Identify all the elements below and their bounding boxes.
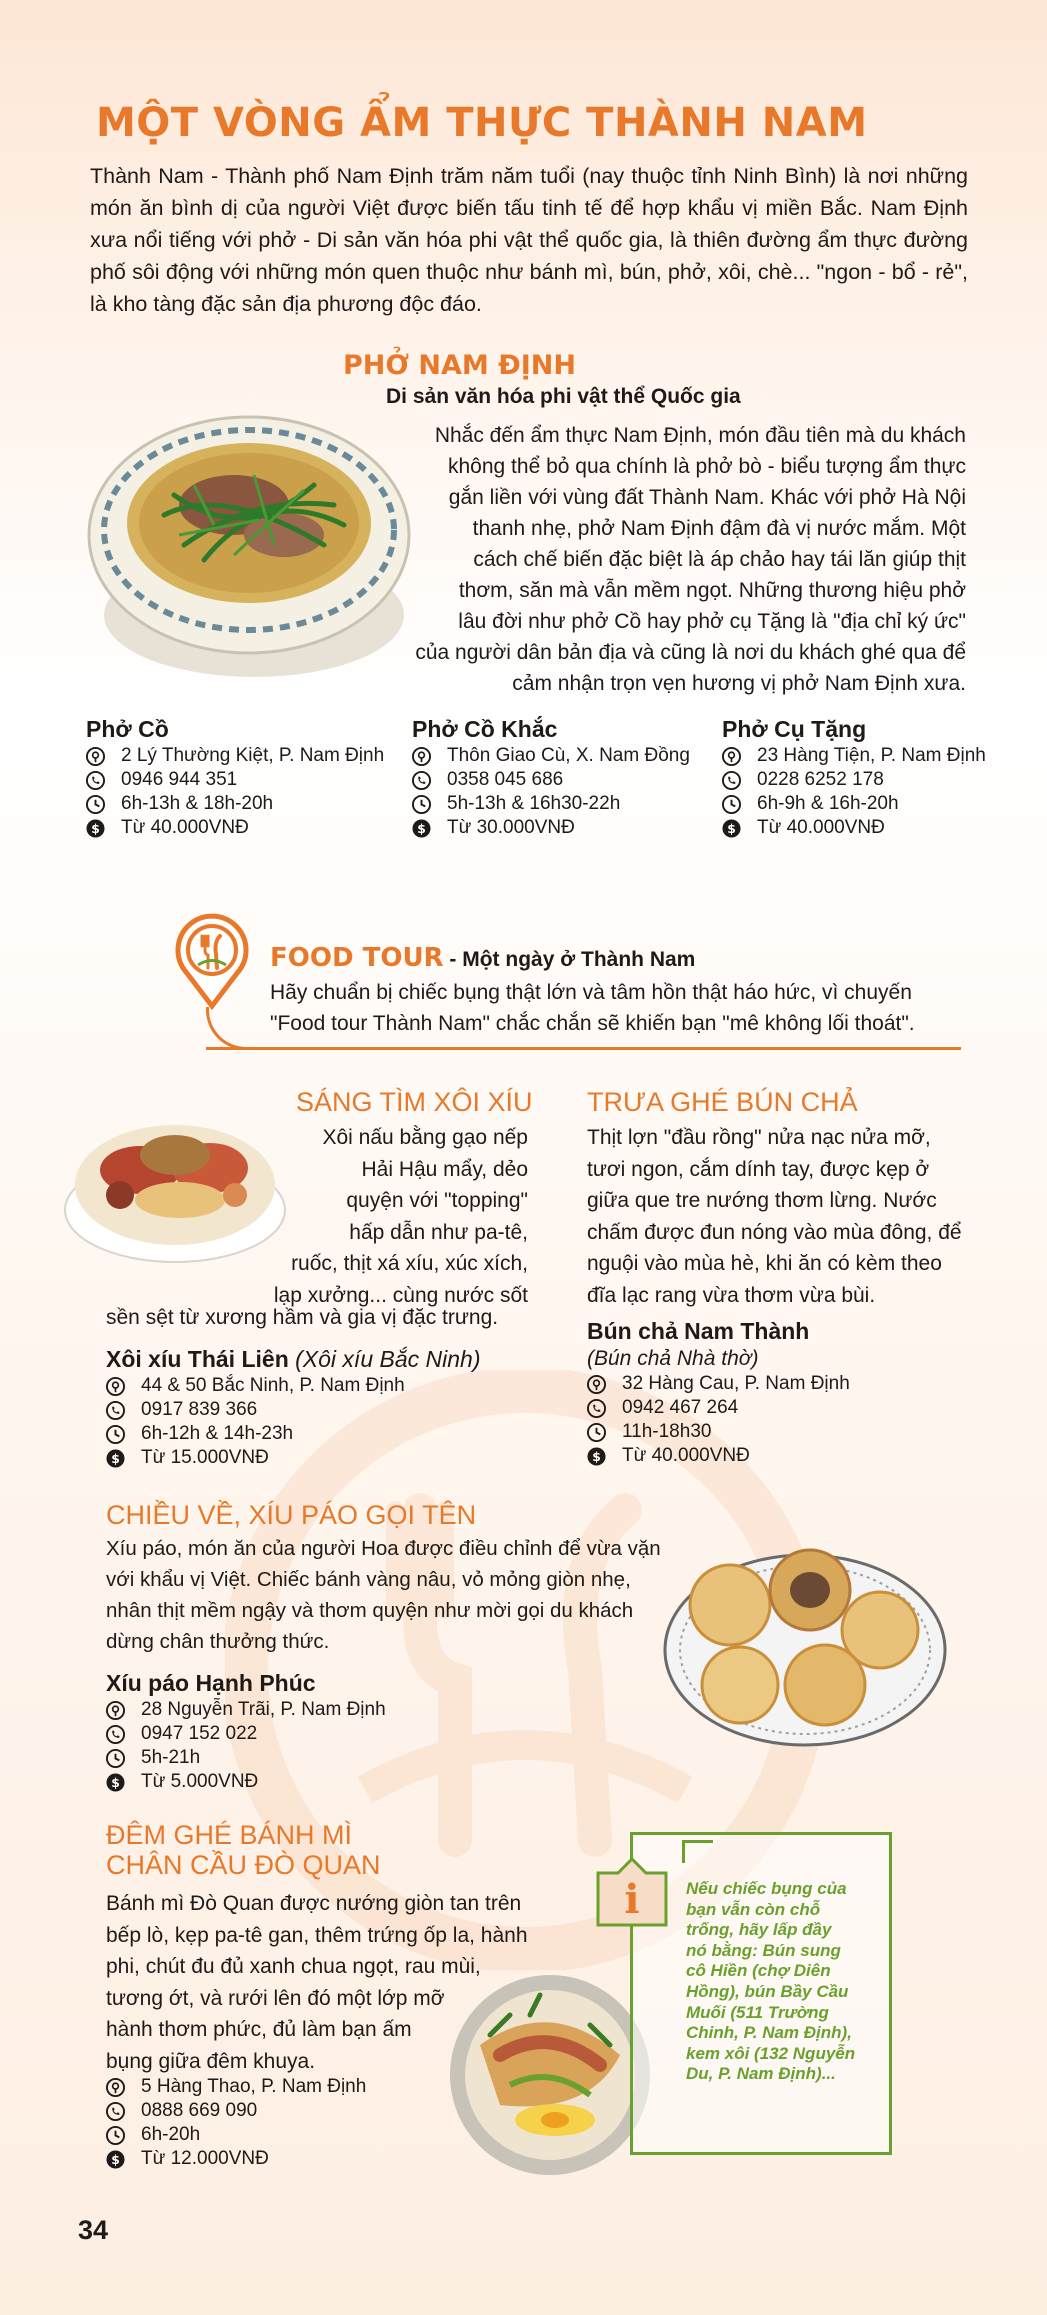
- price-icon: [106, 1773, 125, 1792]
- shop-alias: (Xôi xíu Bắc Ninh): [288, 1346, 481, 1372]
- banhmi-line: bụng giữa đêm khuya.: [106, 2049, 316, 2073]
- buncha-shop: [587, 1316, 850, 1468]
- tip-line: cô Hiền (chợ Diên: [686, 1961, 831, 1981]
- pho-title: PHỞ NAM ĐỊNH: [343, 350, 576, 381]
- food-tour-text: [270, 977, 915, 1039]
- location-icon: [106, 1377, 125, 1396]
- tip-line: Du, P. Nam Định)...: [686, 2064, 836, 2084]
- shop-price: Từ 12.000VNĐ: [141, 2148, 269, 2169]
- shop-hours: 5h-21h: [141, 1747, 201, 1768]
- phone-icon: [412, 771, 431, 790]
- tip-line: nó bằng: Bún sung: [686, 1940, 841, 1960]
- banhmi-line: phi, chút đu đủ xanh chua ngọt, rau mùi,: [106, 1955, 481, 1978]
- shop-name: Phở Cụ Tặng: [722, 716, 867, 742]
- pho-line: cách chế biến đặc biệt là áp chảo hay tái lăn giúp thịt: [473, 548, 966, 571]
- phone-icon: [106, 1725, 125, 1744]
- buncha-paragraph: [587, 1122, 962, 1311]
- xiupao-title: CHIỀU VỀ, XÍU PÁO GỌI TÊN: [106, 1500, 477, 1530]
- price-icon: [86, 819, 105, 838]
- xiupao-line: dừng chân thưởng thức.: [106, 1630, 330, 1653]
- shop-name: Bún chả Nam Thành: [587, 1318, 810, 1344]
- shop-address: 32 Hàng Cau, P. Nam Định: [622, 1373, 850, 1394]
- location-icon: [106, 2078, 125, 2097]
- banhmi-title: [106, 1820, 381, 1880]
- price-icon: [412, 819, 431, 838]
- food-tour-divider-curve: [206, 1007, 249, 1050]
- clock-icon: [106, 1425, 125, 1444]
- pho-bowl-image: [84, 395, 414, 695]
- location-icon: [722, 747, 741, 766]
- shop-price: Từ 40.000VNĐ: [622, 1445, 750, 1466]
- xoi-line: Xôi nấu bằng gạo nếp: [322, 1126, 528, 1149]
- xoi-shop: [106, 1344, 481, 1470]
- shop-phone: 0358 045 686: [447, 769, 564, 790]
- xoi-line: sền sệt từ xương hầm và gia vị đặc trưng.: [106, 1306, 499, 1329]
- banhmi-title-line: ĐÊM GHÉ BÁNH MÌ: [106, 1820, 353, 1850]
- phone-icon: [106, 2102, 125, 2121]
- tip-line: Nếu chiếc bụng của: [686, 1879, 847, 1898]
- shop-price: Từ 15.000VNĐ: [141, 1447, 269, 1468]
- xoi-paragraph: [100, 1122, 528, 1311]
- price-icon: [587, 1447, 606, 1466]
- buncha-title: TRƯA GHÉ BÚN CHẢ: [587, 1087, 858, 1117]
- shop-address: 28 Nguyễn Trãi, P. Nam Định: [141, 1699, 386, 1720]
- xoi-line: Hải Hậu mẩy, dẻo: [361, 1157, 528, 1181]
- price-icon: [722, 819, 741, 838]
- pho-line: của người dân bản địa và cũng là nơi du khách ghé qua để: [415, 641, 966, 664]
- buncha-line: giữa que tre nướng thơm lừng. Nước: [587, 1189, 937, 1212]
- shop-phone: 0888 669 090: [141, 2100, 258, 2121]
- tip-line: bạn vẫn còn chỗ: [686, 1899, 821, 1919]
- info-icon-letter: i: [624, 1876, 640, 1923]
- banhmi-title-line: CHÂN CẦU ĐÒ QUAN: [106, 1850, 381, 1880]
- location-icon: [86, 747, 105, 766]
- shop-phone: 0917 839 366: [141, 1399, 258, 1420]
- tip-line: Hồng), bún Bầy Cầu: [686, 1981, 849, 2001]
- shop-phone: 0228 6252 178: [757, 769, 884, 790]
- tip-line: kem xôi (132 Nguyễn: [686, 2043, 856, 2063]
- info-icon: [594, 1855, 670, 1931]
- shop-hours: 6h-13h & 18h-20h: [121, 793, 274, 814]
- pho-line: gắn liền với vùng đất Thành Nam. Khác với phở Hà Nội: [448, 486, 966, 509]
- buncha-line: nguội vào mùa hè, khi ăn có kèm theo: [587, 1252, 942, 1275]
- pho-paragraph: [400, 420, 966, 699]
- shop-name: Xôi xíu Thái Liên: [106, 1346, 289, 1372]
- shop-hours: 6h-9h & 16h-20h: [757, 793, 899, 814]
- shop-phone: 0947 152 022: [141, 1723, 258, 1744]
- intro-paragraph: Thành Nam - Thành phố Nam Định trăm năm tuổi (nay thuộc tỉnh Ninh Bình) là nơi những món ăn bình dị của người Việt được biến tấu tinh tế để hợp khẩu vị miền Bắc. Nam Định xưa nổi tiếng với phở - Di sản văn hóa phi vật thể quốc gia, là thiên đường ẩm thực đường phố sôi động với những món quen thuộc như bánh mì, bún, phở, xôi, chè... "ngon - bổ - rẻ", là kho tàng đặc sản địa phương độc đáo.: [90, 164, 968, 316]
- clock-icon: [106, 1749, 125, 1768]
- shop-address: 2 Lý Thường Kiệt, P. Nam Định: [121, 745, 385, 766]
- shop-hours: 5h-13h & 16h30-22h: [447, 793, 621, 814]
- shop-address: 44 & 50 Bắc Ninh, P. Nam Định: [141, 1375, 405, 1396]
- shop-price: Từ 40.000VNĐ: [121, 817, 249, 838]
- food-tour-line: "Food tour Thành Nam" chắc chắn sẽ khiến bạn "mê không lối thoát".: [270, 1012, 915, 1035]
- shop-name: Phở Cồ Khắc: [412, 716, 558, 742]
- pho-line: cảm nhận trọn vẹn hương vị phở Nam Định xưa.: [512, 672, 966, 695]
- shop-address: 5 Hàng Thao, P. Nam Định: [141, 2076, 367, 2097]
- pho-line: thanh nhẹ, phở Nam Định đậm đà vị nước mắm. Một: [472, 517, 966, 540]
- food-tour-divider: [206, 1047, 961, 1050]
- shop-hours: 6h-20h: [141, 2124, 201, 2145]
- shop-price: Từ 5.000VNĐ: [141, 1771, 259, 1792]
- tip-line: trống, hãy lấp đầy: [686, 1920, 832, 1940]
- pho-line: Nhắc đến ẩm thực Nam Định, món đầu tiên mà du khách: [434, 424, 966, 447]
- food-tour-badge-icon: [172, 910, 252, 1010]
- shop-price: Từ 30.000VNĐ: [447, 817, 575, 838]
- xoi-line: quyện với "topping": [346, 1189, 528, 1212]
- clock-icon: [722, 795, 741, 814]
- clock-icon: [412, 795, 431, 814]
- food-tour-subtitle: - Một ngày ở Thành Nam: [443, 948, 696, 971]
- shop-phone: 0946 944 351: [121, 769, 238, 790]
- tip-text: [686, 1879, 876, 2085]
- buncha-line: đĩa lạc rang vừa thơm vừa bùi.: [587, 1283, 876, 1307]
- food-tour-heading: [270, 943, 695, 973]
- food-tour-label: FOOD TOUR: [270, 943, 444, 973]
- shop-alias: (Bún chả Nhà thờ): [587, 1347, 759, 1370]
- buncha-line: Thịt lợn "đầu rồng" nửa nạc nửa mỡ,: [587, 1126, 931, 1149]
- phone-icon: [106, 1401, 125, 1420]
- food-tour-line: Hãy chuẩn bị chiếc bụng thật lớn và tâm hồn thật háo hức, vì chuyến: [270, 981, 912, 1004]
- phone-icon: [722, 771, 741, 790]
- banhmi-line: Bánh mì Đò Quan được nướng giòn tan trên: [106, 1892, 522, 1915]
- xiupao-line: với khẩu vị Việt. Chiếc bánh vàng nâu, vỏ mỏng giòn nhẹ,: [106, 1568, 631, 1591]
- xoi-line: ruốc, thịt xá xíu, xúc xích,: [291, 1252, 528, 1275]
- page-number: 34: [78, 2215, 109, 2245]
- shop-phone: 0942 467 264: [622, 1397, 739, 1418]
- shop-address: 23 Hàng Tiện, P. Nam Định: [757, 745, 986, 766]
- banhmi-shop: [106, 2075, 366, 2171]
- clock-icon: [106, 2126, 125, 2145]
- pho-shop-3: [722, 714, 986, 840]
- price-icon: [106, 2150, 125, 2169]
- xiupao-image: [660, 1535, 950, 1750]
- tip-box-corner: [682, 1840, 713, 1863]
- pho-shop-2: [412, 714, 690, 840]
- location-icon: [106, 1701, 125, 1720]
- xiupao-line: Xíu páo, món ăn của người Hoa được điều chỉnh để vừa vặn: [106, 1537, 661, 1560]
- price-icon: [106, 1449, 125, 1468]
- xiupao-shop: [106, 1668, 386, 1794]
- page-title: MỘT VÒNG ẨM THỰC THÀNH NAM: [96, 100, 868, 146]
- xiupao-paragraph: [106, 1533, 661, 1657]
- pho-shop-1: [86, 714, 384, 840]
- buncha-line: tươi ngon, cắm dính tay, được kẹp ở: [587, 1157, 930, 1181]
- xoi-line: lạp xưởng... cùng nước sốt: [273, 1283, 528, 1307]
- banhmi-line: tương ớt, và rưới lên đó một lớp mỡ: [106, 1986, 445, 2010]
- tip-line: Chinh, P. Nam Định),: [686, 2023, 852, 2043]
- clock-icon: [86, 795, 105, 814]
- shop-address: Thôn Giao Cù, X. Nam Đồng: [447, 745, 690, 766]
- tip-line: Muối (511 Trường: [686, 2002, 829, 2022]
- xoi-title: SÁNG TÌM XÔI XÍU: [296, 1087, 533, 1117]
- pho-line: lâu đời như phở Cồ hay phở cụ Tặng là "địa chỉ ký ức": [458, 610, 966, 633]
- shop-name: Phở Cồ: [86, 716, 169, 742]
- buncha-line: chấm được đun nóng vào mùa đông, để: [587, 1220, 962, 1244]
- phone-icon: [587, 1399, 606, 1418]
- location-icon: [412, 747, 431, 766]
- banhmi-line: bếp lò, kẹp pa-tê gan, thêm trứng ốp la, hành: [106, 1923, 528, 1947]
- banhmi-image: [440, 1955, 655, 2190]
- shop-hours: 6h-12h & 14h-23h: [141, 1423, 294, 1444]
- xiupao-line: nhân thịt mềm ngậy và thơm quyện như mời gọi du khách: [106, 1599, 634, 1622]
- phone-icon: [86, 771, 105, 790]
- shop-price: Từ 40.000VNĐ: [757, 817, 885, 838]
- xoi-line: hấp dẫn như pa-tê,: [349, 1220, 528, 1244]
- shop-name: Xíu páo Hạnh Phúc: [106, 1670, 316, 1696]
- pho-line: thơm, săn mà vẫn mềm ngọt. Những thương hiệu phở: [458, 579, 966, 602]
- clock-icon: [587, 1423, 606, 1442]
- banhmi-line: hành thơm phức, đủ làm bạn ấm: [106, 2018, 412, 2041]
- pho-line: không thể bỏ qua chính là phở bò - biểu tượng ẩm thực: [448, 455, 966, 478]
- shop-hours: 11h-18h30: [622, 1421, 712, 1442]
- location-icon: [587, 1375, 606, 1394]
- pho-subtitle: Di sản văn hóa phi vật thể Quốc gia: [386, 385, 741, 408]
